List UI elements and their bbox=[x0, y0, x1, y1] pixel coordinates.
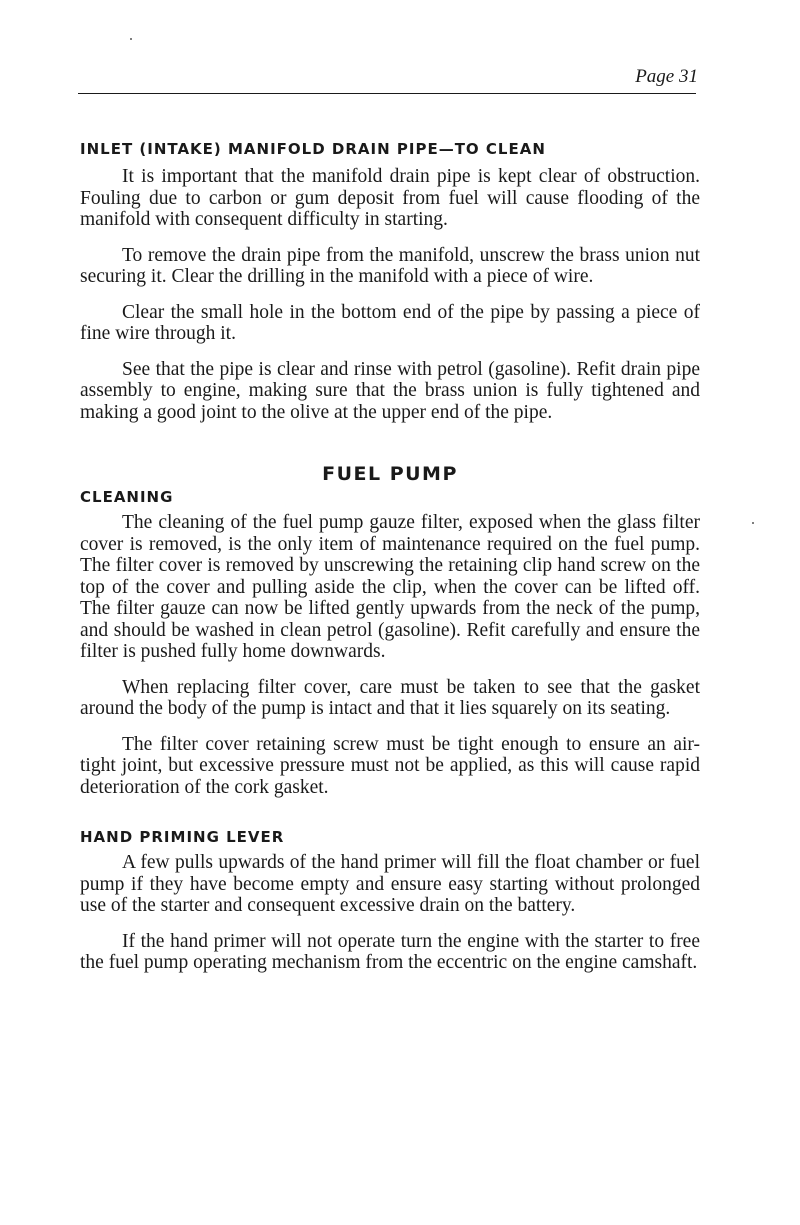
paragraph: To remove the drain pipe from the manifold, unscrew the brass union nut securing it. Clear the drilling in the manifold with a piece of wire. bbox=[80, 244, 700, 287]
header-rule bbox=[78, 93, 696, 94]
page-content bbox=[80, 140, 700, 974]
subsection-heading-cleaning: CLEANING bbox=[80, 488, 174, 506]
paragraph: If the hand primer will not operate turn the engine with the starter to free the fuel pump operating mechanism from the eccentric on the engine camshaft. bbox=[80, 930, 700, 973]
paragraph: When replacing filter cover, care must be taken to see that the gasket around the body of the pump is intact and that it lies squarely on its seating. bbox=[80, 676, 700, 719]
scan-speck bbox=[130, 38, 132, 40]
paragraph: See that the pipe is clear and rinse with petrol (gasoline). Refit drain pipe assembly to engine, making sure that the brass union is fully tightened and making a good joint to the olive at the upper end of the pipe. bbox=[80, 358, 700, 423]
section-title-fuel-pump: FUEL PUMP bbox=[322, 463, 458, 485]
paragraph: It is important that the manifold drain pipe is kept clear of obstruction. Fouling due to carbon or gum deposit from fuel will cause flooding of the manifold with consequent difficulty in starting. bbox=[80, 166, 700, 230]
paragraph: A few pulls upwards of the hand primer will fill the float chamber or fuel pump if they have become empty and ensure easy starting without prolonged use of the starter and consequent excessive drain on the battery. bbox=[80, 852, 700, 916]
section-heading-manifold-drain-pipe: INLET (INTAKE) MANIFOLD DRAIN PIPE—TO CLEAN bbox=[80, 140, 546, 158]
paragraph: The filter cover retaining screw must be tight enough to ensure an air-tight joint, but excessive pressure must not be applied, as this will cause rapid deterioration of the cork gasket. bbox=[80, 733, 700, 798]
paragraph: Clear the small hole in the bottom end of the pipe by passing a piece of fine wire through it. bbox=[80, 301, 700, 344]
paragraph: The cleaning of the fuel pump gauze filter, exposed when the glass filter cover is removed, is the only item of maintenance required on the fuel pump. The filter cover is removed by unscrewing the retaining clip hand screw on the top of the cover and pulling aside the clip, when the cover can be lifted off. The filter gauze can now be lifted gently upwards from the neck of the pump, and should be washed in clean petrol (gasoline). Refit carefully and ensure the filter is pushed fully home downwards. bbox=[80, 512, 700, 662]
page-number: Page 31 bbox=[635, 66, 698, 87]
subsection-heading-hand-priming-lever: HAND PRIMING LEVER bbox=[80, 828, 285, 846]
scan-speck bbox=[752, 522, 754, 524]
